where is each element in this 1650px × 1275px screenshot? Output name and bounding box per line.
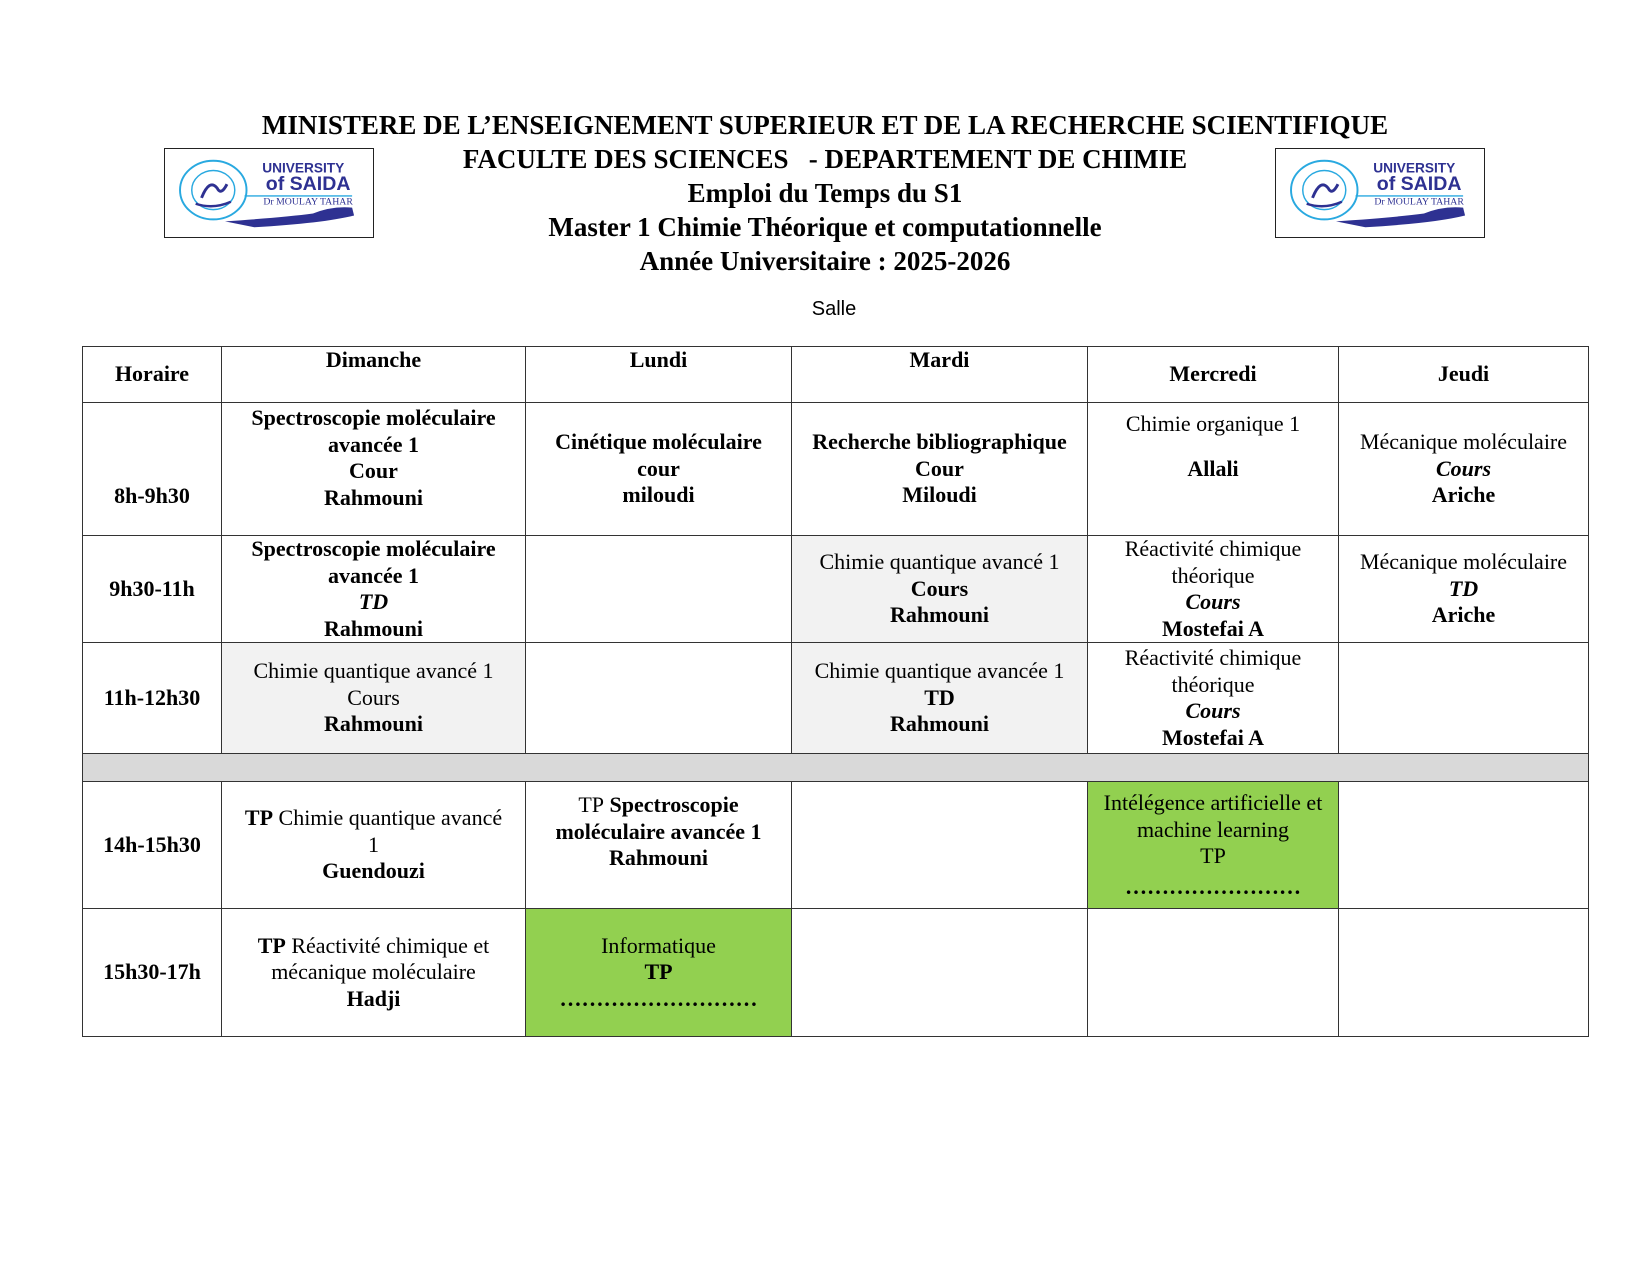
university-logo-right [1275,148,1485,238]
course-type: Cours [1185,698,1241,723]
course-cell [792,403,1088,536]
course-type: cour [637,455,680,481]
empty-cell [792,909,1088,1037]
empty-cell [526,643,792,754]
course-cell [1088,782,1339,909]
header-lundi: Lundi [526,347,792,403]
logo-text-line3: Dr MOULAY TAHAR [1374,196,1464,208]
course-name: Réactivité chimique [1124,645,1302,670]
program-title: Master 1 Chimie Théorique et computationnelle [548,212,1102,242]
course-cell [222,909,526,1037]
course-name: Chimie quantique avancée 1 [814,658,1065,684]
course-name: Mécanique moléculaire [1359,429,1568,455]
course-cell [1088,536,1339,643]
teacher-name: Rahmouni [889,711,990,737]
time-slot: 14h-15h30 [83,782,222,909]
table-row [83,643,1589,754]
course-cell [1339,403,1589,536]
course-type: TP [257,932,286,958]
course-cell [222,403,526,536]
time-slot: 9h30-11h [83,536,222,643]
header-horaire: Horaire [83,347,222,403]
course-type: TP [1200,843,1226,868]
course-cell [792,536,1088,643]
course-name-text: Spectroscopie [604,792,739,817]
empty-cell [526,536,792,643]
course-type: TD [358,589,389,614]
course-name: machine learning [1136,816,1290,842]
teacher-name: Rahmouni [323,615,424,641]
timetable [82,346,1589,1037]
lunch-break-cell [83,754,1589,782]
teacher-name: Rahmouni [889,602,990,628]
teacher-name: Mostefai A [1161,615,1265,641]
course-cell [222,643,526,754]
course-cell [1088,403,1339,536]
teacher-name: Ariche [1431,482,1496,508]
teacher-name: Rahmouni [608,845,709,870]
course-name: Chimie quantique avancé 1 [819,549,1060,575]
course-name: Cinétique moléculaire [555,429,762,455]
course-name: moléculaire avancée 1 [555,818,762,844]
university-logo-icon [165,149,373,237]
teacher-name: Hadji [346,985,401,1011]
course-type: Cours [1185,589,1241,614]
lunch-break-row [83,754,1589,782]
course-name: théorique [1171,562,1255,588]
course-type: Cour [349,458,398,483]
header-mardi: Mardi [792,347,1088,403]
empty-cell [1339,782,1589,909]
salle-label: Salle [811,298,857,320]
course-name: Chimie quantique avancé 1 [253,658,494,684]
course-name [226,933,521,960]
time-slot: 15h30-17h [83,909,222,1037]
course-type: TP [244,805,274,831]
logo-text-line2: of SAIDA [1376,173,1462,196]
course-cell [792,643,1088,754]
course-cell [1088,643,1339,754]
logo-text-line2: of SAIDA [265,173,351,196]
course-name: Mécanique moléculaire [1359,549,1568,575]
header-dimanche: Dimanche [222,347,526,403]
table-row [83,536,1589,643]
course-cell [526,403,792,536]
course-type: TD [1448,575,1479,601]
course-name: avancée 1 [327,562,420,588]
course-name: Réactivité chimique [1124,536,1302,561]
academic-year: Année Universitaire : 2025-2026 [639,246,1011,276]
course-type: TP [644,959,673,985]
empty-cell [1339,643,1589,754]
course-type: Cour [915,455,964,481]
course-name: Intélégence artificielle et [1103,790,1323,815]
table-row [83,782,1589,909]
course-name: Recherche bibliographique [812,429,1067,455]
header-jeudi: Jeudi [1339,347,1589,403]
teacher-name: Miloudi [902,482,977,508]
teacher-name: Mostefai A [1161,724,1265,750]
course-name: mécanique moléculaire [271,959,476,985]
course-name: avancée 1 [327,431,420,457]
course-cell [222,536,526,643]
course-name: Informatique [601,932,716,958]
empty-cell [792,782,1088,909]
time-slot: 8h-9h30 [83,403,222,536]
course-cell [526,909,792,1037]
time-slot: 11h-12h30 [83,643,222,754]
course-name: théorique [1171,671,1255,697]
empty-cell [1088,909,1339,1037]
course-name-text: Chimie quantique avancé [273,805,503,831]
table-row [83,403,1589,536]
course-name [530,792,787,819]
table-row [83,909,1589,1037]
course-name: Spectroscopie moléculaire [251,405,496,430]
header-row [83,347,1589,403]
course-name: 1 [368,831,379,857]
course-type: TD [924,684,955,710]
teacher-placeholder: …………………… [1125,873,1301,899]
logo-text-line3: Dr MOULAY TAHAR [263,196,353,208]
teacher-name: miloudi [622,482,695,508]
logo-text-line1: UNIVERSITY [1373,160,1456,176]
university-logo-icon [1276,149,1484,237]
course-name: Chimie organique 1 [1125,411,1301,436]
teacher-name: Allali [1187,455,1239,481]
teacher-name: Rahmouni [323,484,424,510]
teacher-name: Ariche [1431,602,1496,628]
schedule-title: Emploi du Temps du S1 [687,178,963,208]
empty-cell [1339,909,1589,1037]
course-name [226,805,521,832]
header-mercredi: Mercredi [1088,347,1339,403]
teacher-name: Guendouzi [322,858,425,884]
course-type: TP [578,792,605,817]
course-cell [526,782,792,909]
teacher-placeholder: ……………………… [559,985,758,1011]
course-cell [1339,536,1589,643]
ministry-title: MINISTERE DE L’ENSEIGNEMENT SUPERIEUR ET DE LA RECHERCHE SCIENTIFIQUE [261,110,1389,140]
course-name: Spectroscopie moléculaire [251,536,496,561]
university-logo-left [164,148,374,238]
faculty-title: FACULTE DES SCIENCES - DEPARTEMENT DE CHIMIE [462,144,1188,174]
course-type: Cours [910,575,969,601]
course-type: Cours [1435,455,1492,481]
course-name-text: Réactivité chimique et [285,932,490,958]
teacher-name: Rahmouni [323,711,424,737]
course-type: Cours [347,684,400,710]
logo-text-line1: UNIVERSITY [262,160,345,176]
course-cell [222,782,526,909]
